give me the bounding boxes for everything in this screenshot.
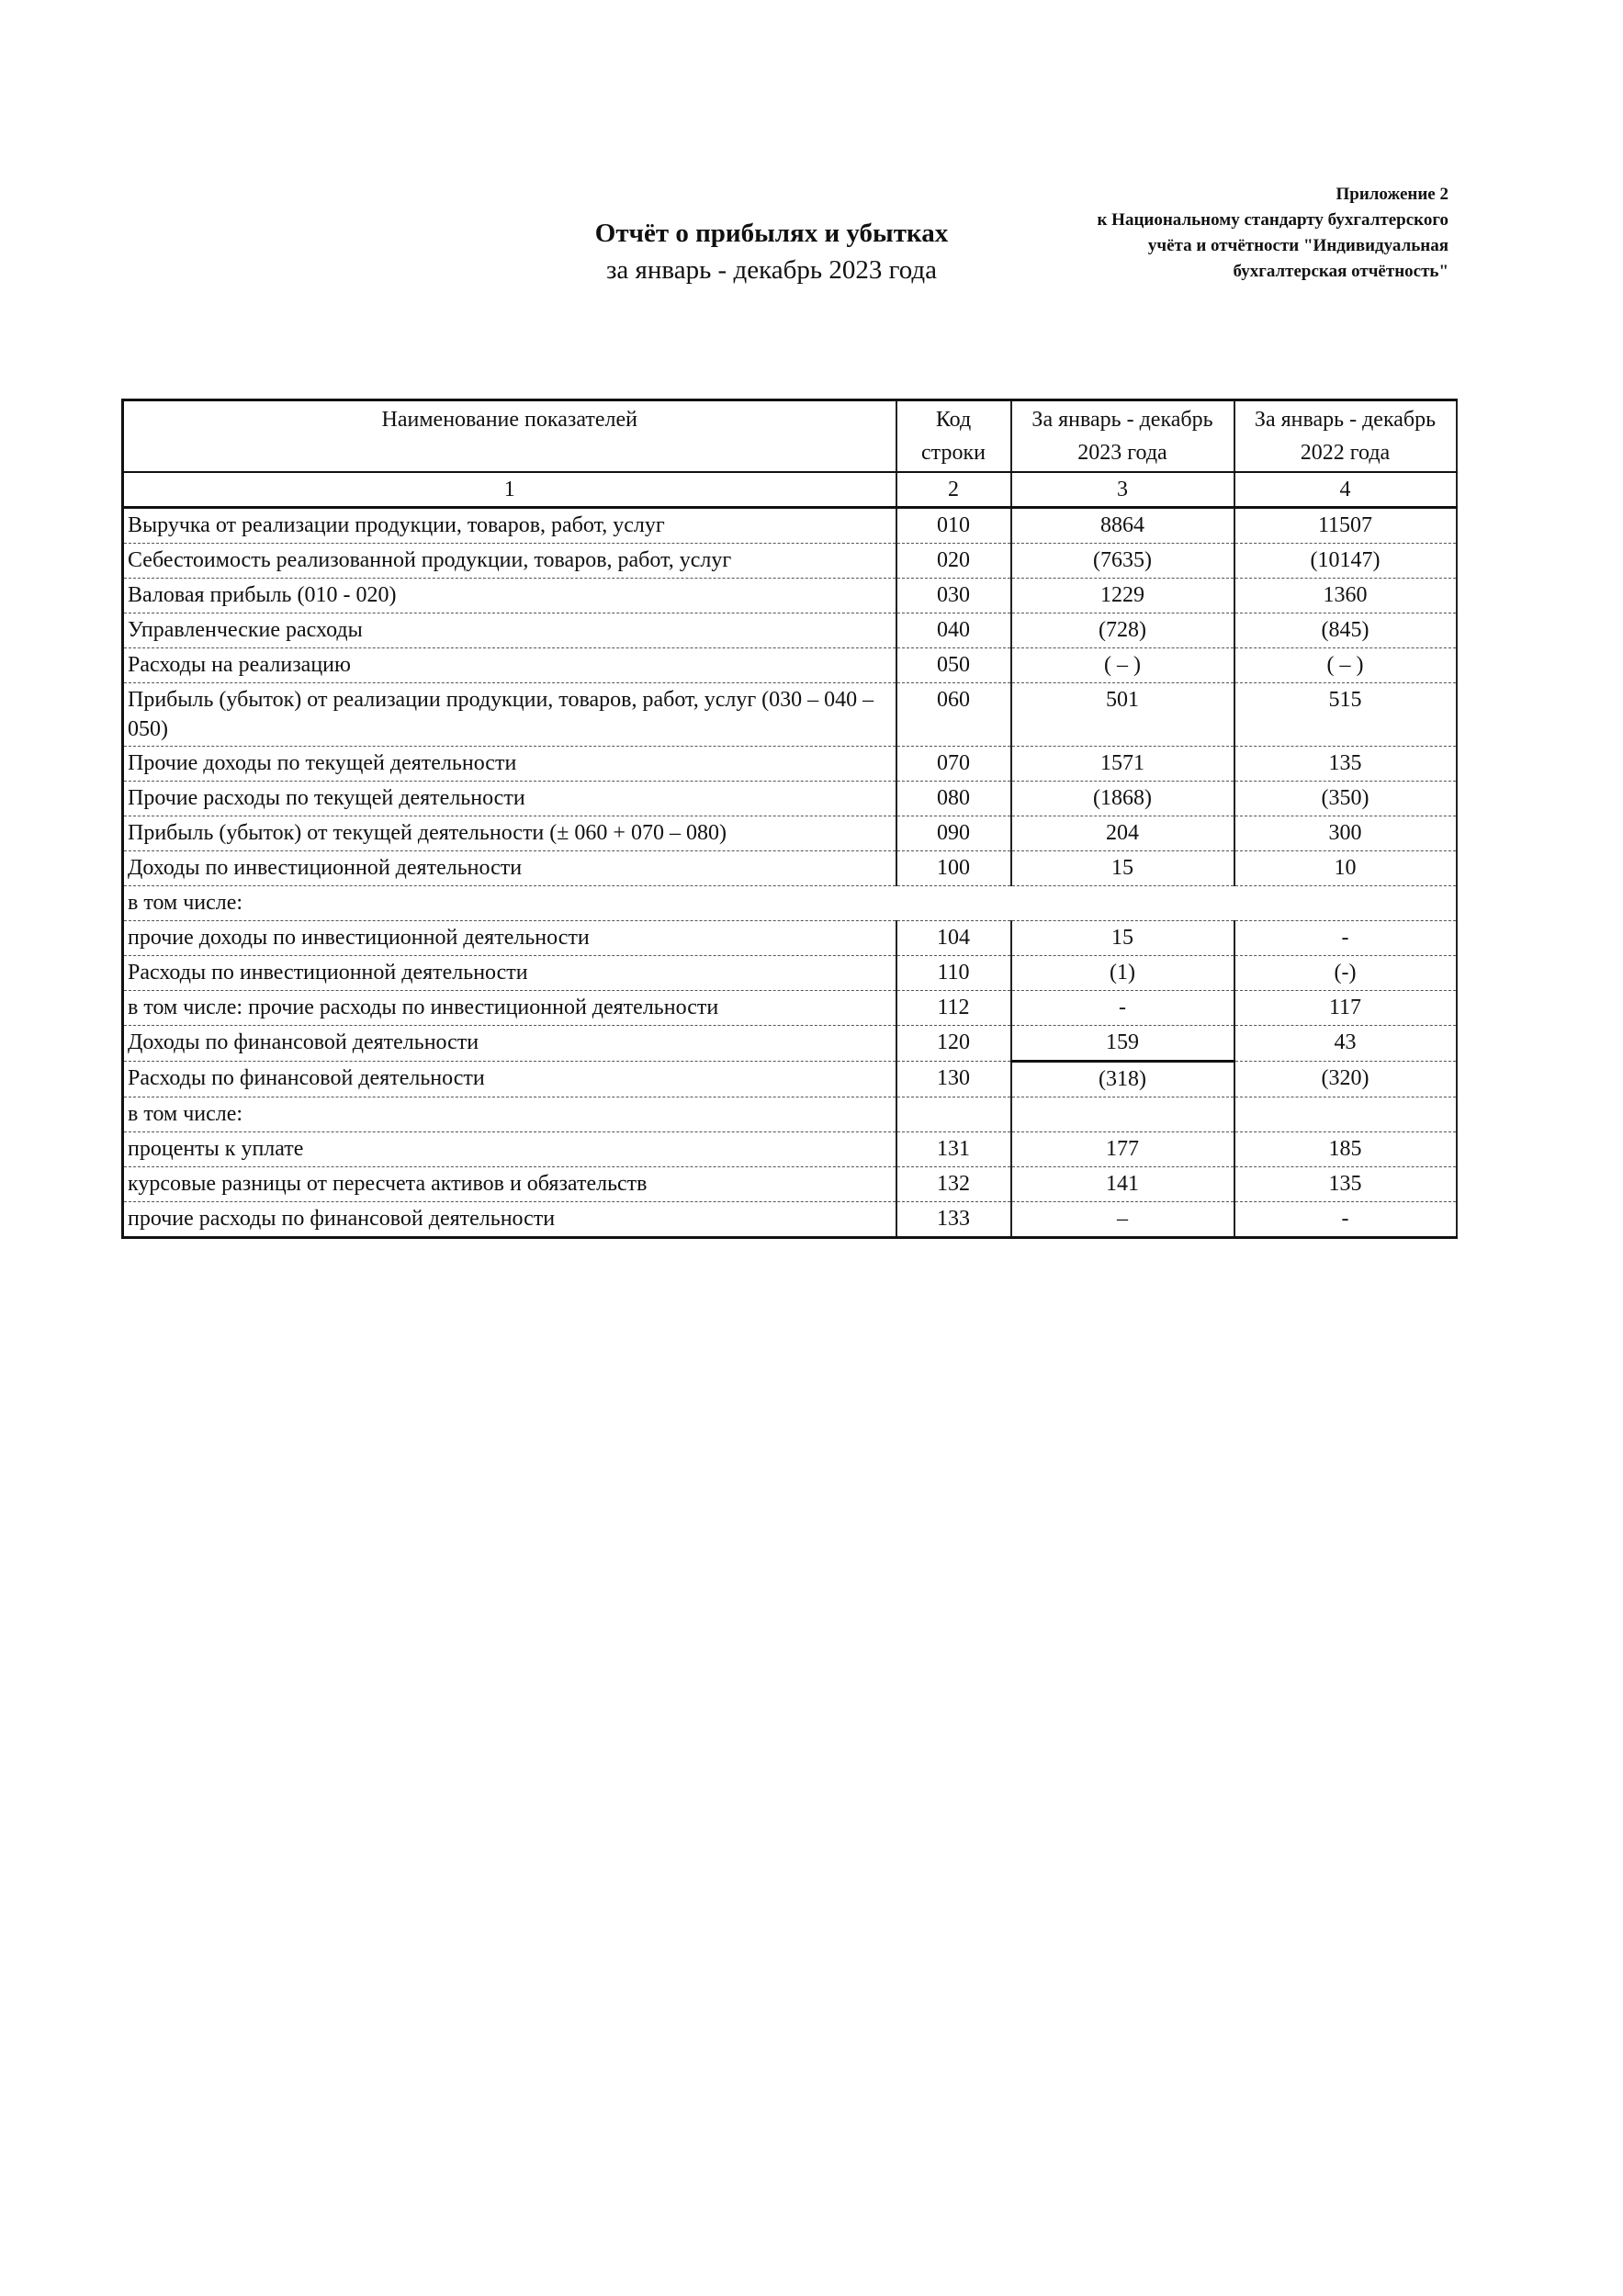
row-value-2022 [1234,1097,1457,1132]
table-row [123,544,1457,579]
row-value-2023: (7635) [1011,544,1234,579]
table-row [123,1167,1457,1202]
row-code: 010 [896,508,1011,544]
row-code: 070 [896,747,1011,782]
column-number-row [123,472,1457,508]
row-name: Расходы по инвестиционной деятельности [123,956,896,991]
document-subtitle: за январь - декабрь 2023 года [605,255,938,285]
header-current-line-1: За январь - декабрь [1031,408,1213,432]
row-value-2022: (-) [1234,956,1457,991]
header-name [123,400,896,473]
row-value-2022: 11507 [1234,508,1457,544]
row-code: 050 [896,648,1011,683]
row-value-2023: 1229 [1011,579,1234,613]
row-value-2023: 159 [1011,1026,1234,1062]
table-row [123,921,1457,956]
table-row [123,851,1457,886]
row-code: 020 [896,544,1011,579]
row-value-2022: 43 [1234,1026,1457,1062]
header-previous-period [1234,400,1457,473]
row-code: 130 [896,1062,1011,1097]
row-value-2023: (728) [1011,613,1234,648]
row-value-2023: – [1011,1202,1234,1238]
row-name: проценты к уплате [123,1132,896,1167]
row-value-2023: ( – ) [1011,648,1234,683]
row-code: 060 [896,683,1011,747]
appendix-line-1: Приложение 2 [1336,185,1448,204]
row-name: курсовые разницы от пересчета активов и обязательств [123,1167,896,1202]
row-name: Прибыль (убыток) от текущей деятельности (± 060 + 070 – 080) [123,816,896,851]
row-code [896,1097,1011,1132]
row-code: 100 [896,851,1011,886]
appendix-line-2: к Национальному стандарту бухгалтерского [1097,210,1448,230]
row-code: 112 [896,991,1011,1026]
table-row [123,886,1457,921]
header-previous-line-1: За январь - декабрь [1254,408,1437,432]
row-name: прочие доходы по инвестиционной деятельности [123,921,896,956]
row-value-2023: (1868) [1011,782,1234,816]
row-name: в том числе: [123,886,1457,921]
row-value-2022: 1360 [1234,579,1457,613]
row-value-2022: ( – ) [1234,648,1457,683]
header-name-label: Наименование показателей [381,408,637,432]
row-code: 110 [896,956,1011,991]
row-value-2023: 204 [1011,816,1234,851]
table-row [123,579,1457,613]
row-value-2023: - [1011,991,1234,1026]
row-name: Расходы на реализацию [123,648,896,683]
column-number-2: 2 [896,472,1011,508]
row-code: 080 [896,782,1011,816]
row-value-2023 [1011,1097,1234,1132]
row-value-2022: - [1234,921,1457,956]
row-name: Расходы по финансовой деятельности [123,1062,896,1097]
row-value-2022: (350) [1234,782,1457,816]
profit-loss-table [121,399,1458,1239]
row-value-2023: 141 [1011,1167,1234,1202]
table-row [123,991,1457,1026]
document-title: Отчёт о прибылях и убытках [594,219,949,248]
title-block [496,215,1047,288]
table-body [123,508,1457,1238]
row-name: в том числе: прочие расходы по инвестиционной деятельности [123,991,896,1026]
row-code: 120 [896,1026,1011,1062]
row-code: 133 [896,1202,1011,1238]
header-code-line-2: строки [921,441,986,465]
appendix-note [1008,182,1448,285]
table-row [123,782,1457,816]
row-code: 090 [896,816,1011,851]
row-code: 030 [896,579,1011,613]
row-name: прочие расходы по финансовой деятельности [123,1202,896,1238]
row-value-2023: (1) [1011,956,1234,991]
row-value-2022: 117 [1234,991,1457,1026]
row-value-2022: 515 [1234,683,1457,747]
row-value-2023: 15 [1011,921,1234,956]
row-code: 131 [896,1132,1011,1167]
table-row [123,648,1457,683]
row-value-2022: (845) [1234,613,1457,648]
table-row [123,1026,1457,1062]
row-name: Выручка от реализации продукции, товаров, работ, услуг [123,508,896,544]
row-name: Доходы по инвестиционной деятельности [123,851,896,886]
row-name: Прочие доходы по текущей деятельности [123,747,896,782]
table-row [123,613,1457,648]
appendix-line-4: бухгалтерская отчётность" [1233,262,1448,281]
row-name: Управленческие расходы [123,613,896,648]
row-value-2022: (320) [1234,1062,1457,1097]
table-row [123,508,1457,544]
row-name: Себестоимость реализованной продукции, товаров, работ, услуг [123,544,896,579]
row-code: 104 [896,921,1011,956]
header-current-period [1011,400,1234,473]
table-row [123,683,1457,747]
row-name: Валовая прибыль (010 - 020) [123,579,896,613]
row-value-2022: 135 [1234,747,1457,782]
table-row [123,1132,1457,1167]
row-name: Прочие расходы по текущей деятельности [123,782,896,816]
row-name: в том числе: [123,1097,896,1132]
row-value-2022: 185 [1234,1132,1457,1167]
column-number-4: 4 [1234,472,1457,508]
appendix-line-3: учёта и отчётности "Индивидуальная [1147,236,1448,255]
table-row [123,956,1457,991]
column-number-1: 1 [123,472,896,508]
row-value-2023: 8864 [1011,508,1234,544]
table-header-row [123,400,1457,473]
header-previous-line-2: 2022 года [1300,441,1391,465]
row-code: 132 [896,1167,1011,1202]
row-name: Доходы по финансовой деятельности [123,1026,896,1062]
row-value-2023: (318) [1011,1062,1234,1097]
table-row [123,1202,1457,1238]
header-current-line-2: 2023 года [1077,441,1167,465]
table-row [123,1062,1457,1097]
row-name: Прибыль (убыток) от реализации продукции, товаров, работ, услуг (030 – 040 – 050) [123,683,896,747]
row-value-2023: 177 [1011,1132,1234,1167]
header-code-line-1: Код [935,408,972,432]
row-value-2023: 15 [1011,851,1234,886]
row-code: 040 [896,613,1011,648]
row-value-2022: 300 [1234,816,1457,851]
row-value-2022: (10147) [1234,544,1457,579]
row-value-2022: - [1234,1202,1457,1238]
row-value-2022: 10 [1234,851,1457,886]
row-value-2023: 501 [1011,683,1234,747]
row-value-2023: 1571 [1011,747,1234,782]
table-row [123,816,1457,851]
table-row [123,1097,1457,1132]
row-value-2022: 135 [1234,1167,1457,1202]
table-row [123,747,1457,782]
header-code [896,400,1011,473]
column-number-3: 3 [1011,472,1234,508]
